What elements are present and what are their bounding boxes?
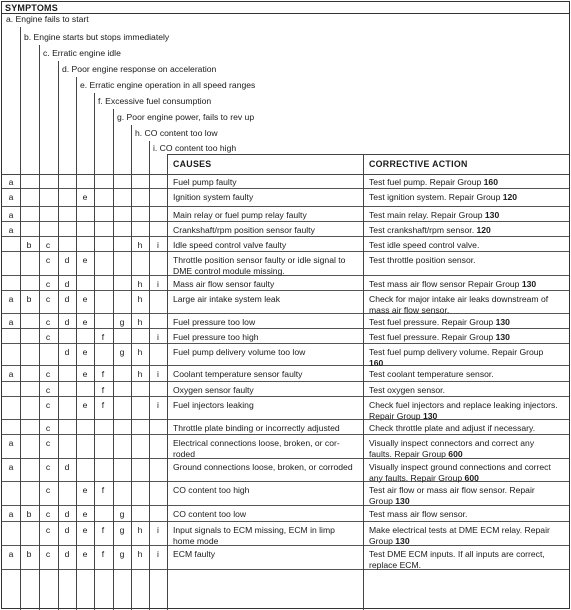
symptom-mark-f: f xyxy=(101,385,105,395)
action-text: Test mass air flow sensor. xyxy=(369,509,468,519)
action-text: replace ECM. xyxy=(369,560,422,570)
cause-cell xyxy=(173,482,359,496)
symptom-mark-a: a xyxy=(8,317,14,327)
action-text: Group xyxy=(369,496,396,506)
action-cell xyxy=(369,291,567,316)
action-text: Test coolant temperature sensor. xyxy=(369,369,494,379)
cause-cell xyxy=(173,506,359,520)
cause-cell xyxy=(173,522,359,547)
symptom-mark-a: a xyxy=(8,438,14,448)
cause-line: Fuel injectors leaking xyxy=(173,400,254,410)
symptoms-table xyxy=(1,1,570,609)
cause-cell xyxy=(173,382,359,396)
table-row xyxy=(2,420,569,435)
cause-line: ECM faulty xyxy=(173,549,216,559)
symptom-mark-i: i xyxy=(157,279,159,289)
cause-cell xyxy=(173,291,359,305)
cause-cell xyxy=(173,222,359,236)
symptom-mark-c: c xyxy=(45,279,51,289)
symptom-mark-h: h xyxy=(137,294,143,304)
action-line xyxy=(369,347,567,358)
action-text: Visually inspect connectors and correct any xyxy=(369,438,535,448)
action-line xyxy=(369,225,567,236)
cause-line: Fuel pump delivery volume too low xyxy=(173,347,306,357)
cause-line: roded xyxy=(173,449,195,459)
symptom-mark-e: e xyxy=(82,485,88,495)
row-divider xyxy=(167,174,569,175)
symptom-mark-a: a xyxy=(8,462,14,472)
symptom-mark-h: h xyxy=(137,279,143,289)
symptom-mark-g: g xyxy=(119,509,125,519)
action-line xyxy=(369,462,567,473)
symptom-mark-d: d xyxy=(64,317,70,327)
table-row xyxy=(2,237,569,252)
cause-line: CO content too high xyxy=(173,485,250,495)
column-divider xyxy=(20,27,21,610)
action-cell xyxy=(369,522,567,547)
table-row xyxy=(2,522,569,546)
cause-cell xyxy=(173,252,359,277)
action-cell xyxy=(369,207,567,221)
column-divider xyxy=(76,77,77,610)
symptom-mark-c: c xyxy=(45,255,51,265)
action-line xyxy=(369,192,567,203)
repair-group-number: 120 xyxy=(502,192,518,202)
action-line xyxy=(369,294,567,305)
table-header: SYMPTOMS xyxy=(2,2,569,14)
column-divider xyxy=(167,154,168,610)
symptom-mark-i: i xyxy=(157,525,159,535)
symptom-mark-b: b xyxy=(26,549,32,559)
symptom-label: c. Erratic engine idle xyxy=(43,48,121,58)
action-cell xyxy=(369,546,567,571)
symptom-mark-c: c xyxy=(45,525,51,535)
action-line xyxy=(369,369,567,380)
column-divider xyxy=(113,109,114,610)
cause-cell xyxy=(173,546,359,560)
symptom-label: h. CO content too low xyxy=(135,128,218,138)
symptom-mark-h: h xyxy=(137,317,143,327)
symptom-mark-e: e xyxy=(82,509,88,519)
symptom-mark-d: d xyxy=(64,462,70,472)
symptom-mark-c: c xyxy=(45,400,51,410)
table-row xyxy=(2,482,569,506)
repair-group-number: 600 xyxy=(448,449,463,459)
cause-line: Oxygen sensor faulty xyxy=(173,385,254,395)
symptom-label: e. Erratic engine operation in all speed ranges xyxy=(80,80,256,90)
table-row xyxy=(2,252,569,276)
action-cell xyxy=(369,366,567,380)
repair-group-number: 130 xyxy=(495,317,510,327)
symptom-mark-a: a xyxy=(8,192,14,202)
symptom-mark-c: c xyxy=(45,385,51,395)
action-cell xyxy=(369,329,567,343)
repair-group-number: 130 xyxy=(484,210,500,220)
action-line xyxy=(369,560,567,571)
repair-group-number: 130 xyxy=(422,411,438,421)
symptom-label: g. Poor engine power, fails to rev up xyxy=(117,112,255,122)
symptom-mark-c: c xyxy=(45,240,51,250)
symptom-mark-c: c xyxy=(45,317,51,327)
symptom-mark-c: c xyxy=(45,485,51,495)
action-text: faults. Repair Group xyxy=(369,449,449,459)
repair-group-number: 160 xyxy=(369,358,384,368)
symptom-mark-f: f xyxy=(101,400,105,410)
action-text: Test mass air flow sensor Repair Group xyxy=(369,279,522,289)
symptom-label: f. Excessive fuel consumption xyxy=(98,96,212,106)
action-cell xyxy=(369,189,567,203)
column-divider xyxy=(131,125,132,610)
cause-cell xyxy=(173,237,359,251)
symptom-label: b. Engine starts but stops immediately xyxy=(24,32,170,42)
action-text: Test throttle position sensor. xyxy=(369,255,476,265)
table-row xyxy=(2,314,569,329)
cause-line: Fuel pressure too low xyxy=(173,317,256,327)
cause-line: Idle speed control valve faulty xyxy=(173,240,287,250)
symptom-mark-e: e xyxy=(82,192,88,202)
action-line xyxy=(369,438,567,449)
action-text: Test air flow or mass air flow sensor. Repair xyxy=(369,485,535,495)
action-cell xyxy=(369,237,567,251)
repair-group-number: 120 xyxy=(476,225,491,235)
symptom-mark-d: d xyxy=(64,255,70,265)
symptom-mark-c: c xyxy=(45,369,51,379)
symptom-mark-a: a xyxy=(8,210,14,220)
cause-cell xyxy=(173,420,359,434)
symptom-mark-b: b xyxy=(26,294,32,304)
action-text: Visually inspect ground connections and correct xyxy=(369,462,551,472)
action-line xyxy=(369,525,567,536)
action-text: Test fuel pump. Repair Group xyxy=(369,177,484,187)
action-text: Check throttle plate and adjust if necessary. xyxy=(369,423,536,433)
table-row xyxy=(2,276,569,291)
action-text: Test fuel pressure. Repair Group xyxy=(369,317,496,327)
cause-cell xyxy=(173,435,359,460)
cause-line: Coolant temperature sensor faulty xyxy=(173,369,303,379)
column-divider xyxy=(363,154,364,610)
symptom-mark-c: c xyxy=(45,509,51,519)
symptom-mark-a: a xyxy=(8,369,14,379)
symptom-label: a. Engine fails to start xyxy=(6,14,89,24)
symptom-mark-f: f xyxy=(101,369,105,379)
cause-line: Large air intake system leak xyxy=(173,294,280,304)
repair-group-number: 160 xyxy=(483,177,498,187)
cause-line: Ground connections loose, broken, or corroded xyxy=(173,462,353,472)
action-text: Group xyxy=(369,536,396,546)
symptom-mark-e: e xyxy=(82,400,88,410)
action-cell xyxy=(369,435,567,460)
action-cell xyxy=(369,382,567,396)
cause-cell xyxy=(173,276,359,290)
table-row xyxy=(2,344,569,366)
symptom-mark-d: d xyxy=(64,279,70,289)
action-cell xyxy=(369,314,567,328)
action-cell xyxy=(369,420,567,434)
repair-group-number: 130 xyxy=(495,332,510,342)
cause-line: Throttle plate binding or incorrectly adjusted xyxy=(173,423,340,433)
action-cell xyxy=(369,276,567,290)
symptom-mark-a: a xyxy=(8,549,14,559)
cause-cell xyxy=(173,344,359,358)
symptom-mark-i: i xyxy=(157,400,159,410)
symptom-mark-d: d xyxy=(64,509,70,519)
repair-group-number: 130 xyxy=(395,536,410,546)
repair-group-number: 130 xyxy=(395,496,410,506)
symptom-mark-g: g xyxy=(119,549,125,559)
cause-cell xyxy=(173,207,359,221)
action-text: Test ignition system. Repair Group xyxy=(369,192,503,202)
corrective-action-header: CORRECTIVE ACTION xyxy=(369,159,468,169)
table-row xyxy=(2,329,569,344)
cause-line: Electrical connections loose, broken, or cor- xyxy=(173,438,340,448)
cause-line: Mass air flow sensor faulty xyxy=(173,279,275,289)
symptom-mark-i: i xyxy=(157,240,159,250)
action-text: Repair Group xyxy=(369,411,423,421)
action-text: Test fuel pump delivery volume. Repair Group xyxy=(369,347,544,357)
cause-line: Ignition system faulty xyxy=(173,192,254,202)
action-line xyxy=(369,210,567,221)
table-row xyxy=(2,291,569,314)
cause-line: home mode xyxy=(173,536,219,546)
symptom-mark-d: d xyxy=(64,549,70,559)
symptom-mark-g: g xyxy=(119,525,125,535)
row-divider xyxy=(167,154,569,155)
symptom-mark-e: e xyxy=(82,369,88,379)
causes-header: CAUSES xyxy=(173,159,212,169)
action-text: Test oxygen sensor. xyxy=(369,385,445,395)
action-line xyxy=(369,255,567,266)
action-text: Test DME ECM inputs. If all inputs are correct, xyxy=(369,549,545,559)
action-line xyxy=(369,549,567,560)
action-line xyxy=(369,485,567,496)
action-cell xyxy=(369,506,567,520)
symptom-mark-h: h xyxy=(137,525,143,535)
cause-cell xyxy=(173,366,359,380)
symptom-mark-a: a xyxy=(8,509,14,519)
symptom-mark-e: e xyxy=(82,255,88,265)
action-line xyxy=(369,279,567,290)
symptom-label: d. Poor engine response on acceleration xyxy=(62,64,217,74)
column-divider xyxy=(94,93,95,610)
symptom-mark-a: a xyxy=(8,294,14,304)
cause-cell xyxy=(173,189,359,203)
symptom-mark-c: c xyxy=(45,438,51,448)
table-row xyxy=(2,546,569,570)
table-row xyxy=(2,207,569,222)
action-line xyxy=(369,240,567,251)
row-divider xyxy=(2,174,167,175)
symptom-mark-b: b xyxy=(26,509,32,519)
symptom-mark-a: a xyxy=(8,177,14,187)
symptom-mark-i: i xyxy=(157,332,159,342)
action-line xyxy=(369,423,567,434)
table-row xyxy=(2,174,569,189)
action-line xyxy=(369,400,567,411)
action-text: Make electrical tests at DME ECM relay. Repair xyxy=(369,525,550,535)
cause-line: CO content too low xyxy=(173,509,247,519)
symptom-mark-a: a xyxy=(8,225,14,235)
symptom-mark-c: c xyxy=(45,462,51,472)
symptom-mark-i: i xyxy=(157,369,159,379)
symptom-mark-h: h xyxy=(137,549,143,559)
symptom-mark-g: g xyxy=(119,317,125,327)
action-cell xyxy=(369,252,567,266)
column-divider xyxy=(58,61,59,610)
symptom-mark-h: h xyxy=(137,347,143,357)
symptom-mark-f: f xyxy=(101,332,105,342)
table-row xyxy=(2,382,569,397)
symptom-mark-h: h xyxy=(137,369,143,379)
cause-cell xyxy=(173,459,359,473)
symptom-label: i. CO content too high xyxy=(153,143,237,153)
action-cell xyxy=(369,222,567,236)
action-text: Test crankshaft/rpm sensor. xyxy=(369,225,477,235)
table-row xyxy=(2,459,569,482)
symptom-mark-c: c xyxy=(45,332,51,342)
table-row xyxy=(2,222,569,237)
cause-line: Input signals to ECM missing, ECM in limp xyxy=(173,525,335,535)
action-line xyxy=(369,509,567,520)
table-row xyxy=(2,189,569,207)
action-text: Test idle speed control valve. xyxy=(369,240,480,250)
symptom-mark-c: c xyxy=(45,294,51,304)
symptom-mark-f: f xyxy=(101,525,105,535)
symptom-mark-h: h xyxy=(137,240,143,250)
symptom-mark-f: f xyxy=(101,549,105,559)
symptom-mark-d: d xyxy=(64,347,70,357)
symptom-mark-e: e xyxy=(82,294,88,304)
action-cell xyxy=(369,397,567,422)
repair-group-number: 600 xyxy=(464,473,479,483)
symptom-mark-e: e xyxy=(82,317,88,327)
action-text: Test main relay. Repair Group xyxy=(369,210,485,220)
column-divider xyxy=(39,45,40,610)
symptom-mark-c: c xyxy=(45,423,51,433)
repair-group-number: 130 xyxy=(521,279,537,289)
cause-line: Main relay or fuel pump relay faulty xyxy=(173,210,307,220)
symptom-mark-e: e xyxy=(82,549,88,559)
action-line xyxy=(369,317,567,328)
symptom-mark-c: c xyxy=(45,549,51,559)
action-cell xyxy=(369,174,567,188)
action-text: Check fuel injectors and replace leaking injectors. xyxy=(369,400,558,410)
action-line xyxy=(369,332,567,343)
cause-line: Fuel pump faulty xyxy=(173,177,237,187)
symptom-mark-i: i xyxy=(157,549,159,559)
column-divider xyxy=(149,141,150,610)
cause-cell xyxy=(173,174,359,188)
symptom-mark-g: g xyxy=(119,347,125,357)
symptom-mark-e: e xyxy=(82,525,88,535)
symptom-mark-b: b xyxy=(26,240,32,250)
cause-line: Throttle position sensor faulty or idle signal to xyxy=(173,255,346,265)
cause-cell xyxy=(173,314,359,328)
symptom-mark-d: d xyxy=(64,525,70,535)
action-line xyxy=(369,177,567,188)
table-row xyxy=(2,435,569,459)
symptom-mark-d: d xyxy=(64,294,70,304)
cause-line: Crankshaft/rpm position sensor faulty xyxy=(173,225,315,235)
cause-line: Fuel pressure too high xyxy=(173,332,259,342)
symptom-mark-e: e xyxy=(82,347,88,357)
table-row xyxy=(2,366,569,382)
action-cell xyxy=(369,482,567,507)
cause-cell xyxy=(173,397,359,411)
action-text: mass air flow sensor. xyxy=(369,305,450,315)
symptom-mark-f: f xyxy=(101,485,105,495)
action-text: Test fuel pressure. Repair Group xyxy=(369,332,496,342)
action-text: Check for major intake air leaks downstream of xyxy=(369,294,549,304)
table-row xyxy=(2,506,569,522)
table-row xyxy=(2,397,569,420)
cause-line: DME control module missing. xyxy=(173,266,285,276)
cause-cell xyxy=(173,329,359,343)
action-text: any faults. Repair Group xyxy=(369,473,465,483)
action-cell xyxy=(369,459,567,484)
action-line xyxy=(369,385,567,396)
